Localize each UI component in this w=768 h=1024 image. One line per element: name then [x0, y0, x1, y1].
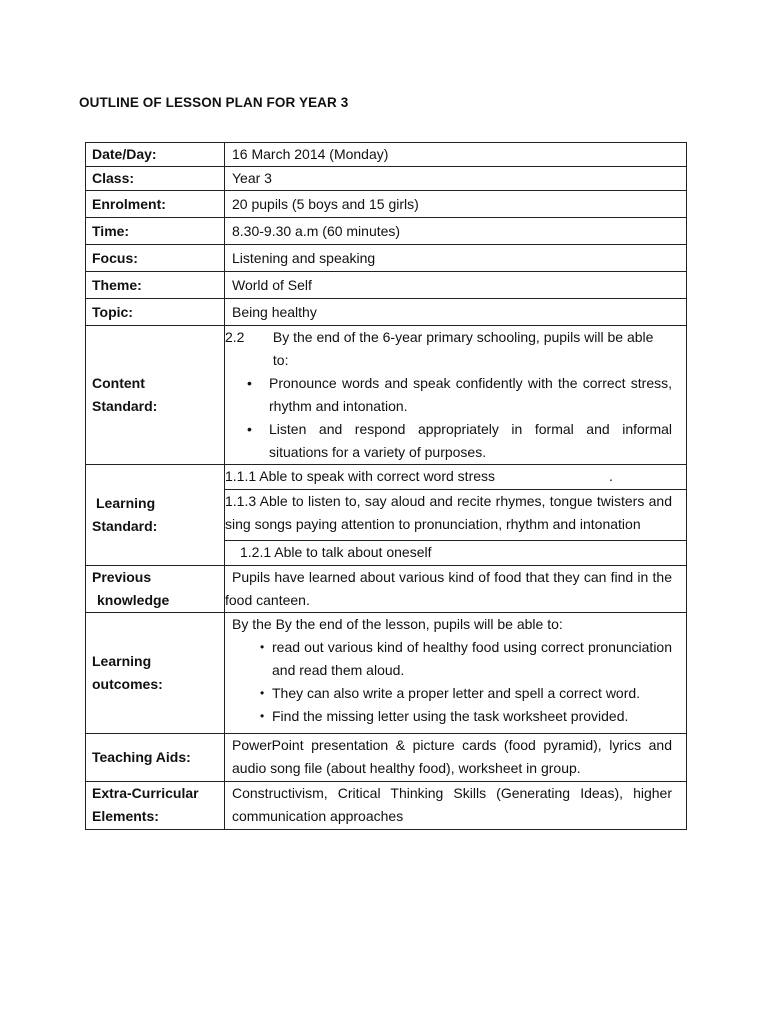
enrolment-label: Enrolment: — [86, 191, 225, 218]
document-title: OUTLINE OF LESSON PLAN FOR YEAR 3 — [79, 95, 349, 110]
learning-standard-item: 1.1.3 Able to listen to, say aloud and recite rhymes, tongue twisters and sing songs paying attention to pronunciation, rhythm and intonation — [225, 490, 686, 541]
extra-curricular-value: Constructivism, Critical Thinking Skills (Generating Ideas), higher communication approaches — [225, 782, 687, 830]
learning-standard-dot: . — [609, 468, 613, 484]
extra-curricular-label-line1: Extra-Curricular — [92, 785, 199, 801]
table-row — [86, 167, 687, 191]
learning-standard-item — [225, 465, 686, 490]
previous-knowledge-label — [86, 566, 225, 613]
previous-knowledge-label-line1: Previous — [92, 569, 152, 585]
date-label: Date/Day: — [86, 143, 225, 167]
learning-outcomes-label — [86, 613, 225, 734]
content-standard-number: 2.2 — [225, 329, 245, 345]
table-row — [86, 613, 687, 734]
extra-curricular-label — [86, 782, 225, 830]
list-item: • Listen and respond appropriately in formal and informal situations for a variety of purposes. — [269, 418, 672, 464]
learning-standard-label — [86, 465, 225, 566]
table-row — [86, 566, 687, 613]
learning-standard-item: 1.2.1 Able to talk about oneself — [240, 544, 432, 560]
table-row — [86, 299, 687, 326]
table-row — [86, 218, 687, 245]
list-item: • They can also write a proper letter and spell a correct word. — [272, 682, 672, 705]
learning-outcomes-label-line2: outcomes: — [92, 676, 163, 692]
table-row — [86, 326, 687, 465]
extra-curricular-label-line2: Elements: — [92, 808, 159, 824]
class-value: Year 3 — [225, 167, 687, 191]
class-label: Class: — [86, 167, 225, 191]
table-row — [86, 734, 687, 782]
content-standard-label-line2: Standard: — [92, 398, 158, 414]
table-row — [86, 272, 687, 299]
content-standard-value — [225, 326, 687, 465]
learning-outcomes-intro: By the By the end of the lesson, pupils will be able to: — [232, 616, 563, 632]
list-item-text: read out various kind of healthy food using correct pronunciation and read them aloud. — [272, 639, 672, 678]
time-value: 8.30-9.30 a.m (60 minutes) — [225, 218, 687, 245]
previous-knowledge-value: Pupils have learned about various kind of food that they can find in the food canteen. — [225, 566, 687, 613]
table-row — [86, 143, 687, 167]
content-standard-bullets — [225, 372, 672, 464]
lesson-plan-table — [85, 142, 687, 830]
learning-outcomes-list — [232, 636, 672, 728]
learning-outcomes-bullets — [252, 636, 672, 728]
content-standard-intro-text: By the end of the 6-year primary schooling, pupils will be able to: — [272, 329, 654, 368]
teaching-aids-label: Teaching Aids: — [86, 734, 225, 782]
previous-knowledge-label-line2: knowledge — [97, 592, 170, 608]
learning-outcomes-value — [225, 613, 687, 734]
table-row — [86, 191, 687, 218]
list-item: • Pronounce words and speak confidently with the correct stress, rhythm and intonation. — [269, 372, 672, 418]
enrolment-value: 20 pupils (5 boys and 15 girls) — [225, 191, 687, 218]
topic-value: Being healthy — [225, 299, 687, 326]
time-label: Time: — [86, 218, 225, 245]
focus-label: Focus: — [86, 245, 225, 272]
list-item — [272, 636, 672, 682]
learning-outcomes-label-line1: Learning — [92, 653, 152, 669]
learning-standard-label-line2: Standard: — [92, 518, 158, 534]
teaching-aids-value: PowerPoint presentation & picture cards (food pyramid), lyrics and audio song file (about healthy food), worksheet in group. — [225, 734, 687, 782]
list-item: • Find the missing letter using the task worksheet provided. — [272, 705, 672, 728]
table-row — [86, 782, 687, 830]
content-standard-intro — [225, 326, 672, 372]
content-standard-label-line1: Content — [92, 375, 145, 391]
learning-standard-item-text: 1.1.1 Able to speak with correct word stress — [225, 468, 496, 484]
theme-value: World of Self — [225, 272, 687, 299]
theme-label: Theme: — [86, 272, 225, 299]
topic-label: Topic: — [86, 299, 225, 326]
date-value: 16 March 2014 (Monday) — [225, 143, 687, 167]
focus-value: Listening and speaking — [225, 245, 687, 272]
table-row — [86, 465, 687, 566]
content-standard-label — [86, 326, 225, 465]
table-row — [86, 245, 687, 272]
learning-standard-value — [225, 465, 687, 566]
learning-standard-label-line1: Learning — [96, 495, 156, 511]
